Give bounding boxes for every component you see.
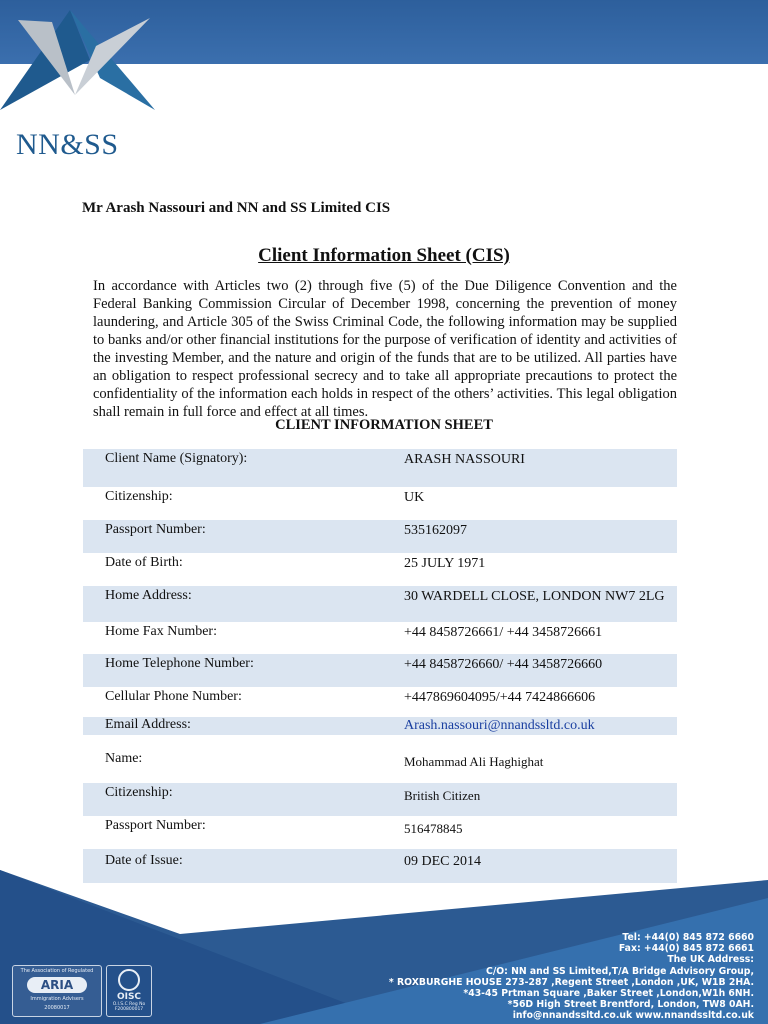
row-label: Client Name (Signatory): <box>105 451 248 466</box>
table-row <box>83 783 677 816</box>
row-value: 30 WARDELL CLOSE, LONDON NW7 2LG <box>404 589 665 604</box>
row-value: +447869604095/+44 7424866606 <box>404 690 596 705</box>
client-info-table <box>83 449 677 883</box>
row-value: British Citizen <box>404 788 481 803</box>
footer-fax: Fax: +44(0) 845 872 6661 <box>618 943 754 955</box>
footer-address-heading: The UK Address: <box>667 954 754 966</box>
table-row <box>83 487 677 520</box>
aria-badge: The Association of Regulated ARIA Immigration Advisers 20080017 <box>12 965 102 1017</box>
row-label: Date of Birth: <box>105 555 183 570</box>
table-row <box>83 717 677 735</box>
table-row <box>83 553 677 586</box>
row-label: Citizenship: <box>105 785 173 800</box>
table-row <box>83 735 677 783</box>
table-row <box>83 449 677 487</box>
table-row <box>83 586 677 622</box>
row-value: 25 JULY 1971 <box>404 556 486 571</box>
logo-wordmark: NN&SS <box>16 128 119 161</box>
row-label: Citizenship: <box>105 489 173 504</box>
email-link[interactable]: Arash.nassouri@nnandssltd.co.uk <box>404 718 595 733</box>
footer-address-line: C/O: NN and SS Limited,T/A Bridge Advisory Group, <box>486 965 754 977</box>
row-value: ARASH NASSOURI <box>404 452 525 467</box>
row-label: Passport Number: <box>105 522 206 537</box>
row-label: Email Address: <box>105 717 191 732</box>
oisc-badge: OISC O.I.S.C Reg No F200800017 <box>106 965 152 1017</box>
row-label: Cellular Phone Number: <box>105 689 242 704</box>
table-row <box>83 687 677 717</box>
footer-tel: Tel: +44(0) 845 872 6660 <box>622 932 754 943</box>
footer-address-line: *56D High Street Brentford, London, TW8 0AH. <box>507 999 754 1011</box>
row-value: UK <box>404 490 425 505</box>
row-label: Home Address: <box>105 588 192 603</box>
footer-address-line: * ROXBURGHE HOUSE 273-287 ,Regent Street ,London ,UK, W1B 2HA. <box>388 976 754 988</box>
table-row <box>83 622 677 654</box>
row-value: +44 8458726660/ +44 3458726660 <box>404 657 603 672</box>
recipient-line: Mr Arash Nassouri and NN and SS Limited CIS <box>82 200 391 216</box>
row-value: +44 8458726661/ +44 3458726661 <box>404 625 603 640</box>
row-value: 516478845 <box>404 821 463 836</box>
footer-contact <box>334 932 754 1022</box>
oisc-emblem-icon <box>118 969 140 991</box>
table-row <box>83 816 677 849</box>
row-label: Date of Issue: <box>105 853 183 868</box>
section-title: CLIENT INFORMATION SHEET <box>275 417 493 433</box>
document-title: Client Information Sheet (CIS) <box>258 245 510 266</box>
table-row <box>83 654 677 687</box>
row-label: Home Fax Number: <box>105 624 217 639</box>
row-label: Name: <box>105 751 143 766</box>
row-value: 09 DEC 2014 <box>404 854 481 869</box>
row-label: Home Telephone Number: <box>105 656 254 671</box>
footer-address-line: *43-45 Prtman Square ,Baker Street ,London,W1h 6NH. <box>463 988 754 1000</box>
table-row <box>83 520 677 553</box>
intro-paragraph: In accordance with Articles two (2) through five (5) of the Due Diligence Convention and the Federal Banking Commission Circular of December 1998, concerning the prevention of money laundering, and Article 305 of the Swiss Criminal Code, the following information may be supplied to banks and/or other financial institutions for the purpose of verification of identity and activities of the investing Member, and the nature and origin of the funds that are to be utilized. All parties have an obligation to respect professional secrecy and to take all appropriate precautions to protect the confidentiality of the information each holds in respect of the others’ activities. This legal obligation shall remain in full force and effect at all times. <box>93 278 677 420</box>
footer-email-web[interactable]: info@nnandssltd.co.uk www.nnandssltd.co.uk <box>512 1010 754 1022</box>
row-value: 535162097 <box>404 523 467 538</box>
row-label: Passport Number: <box>105 818 206 833</box>
row-value: Mohammad Ali Haghighat <box>404 754 544 769</box>
